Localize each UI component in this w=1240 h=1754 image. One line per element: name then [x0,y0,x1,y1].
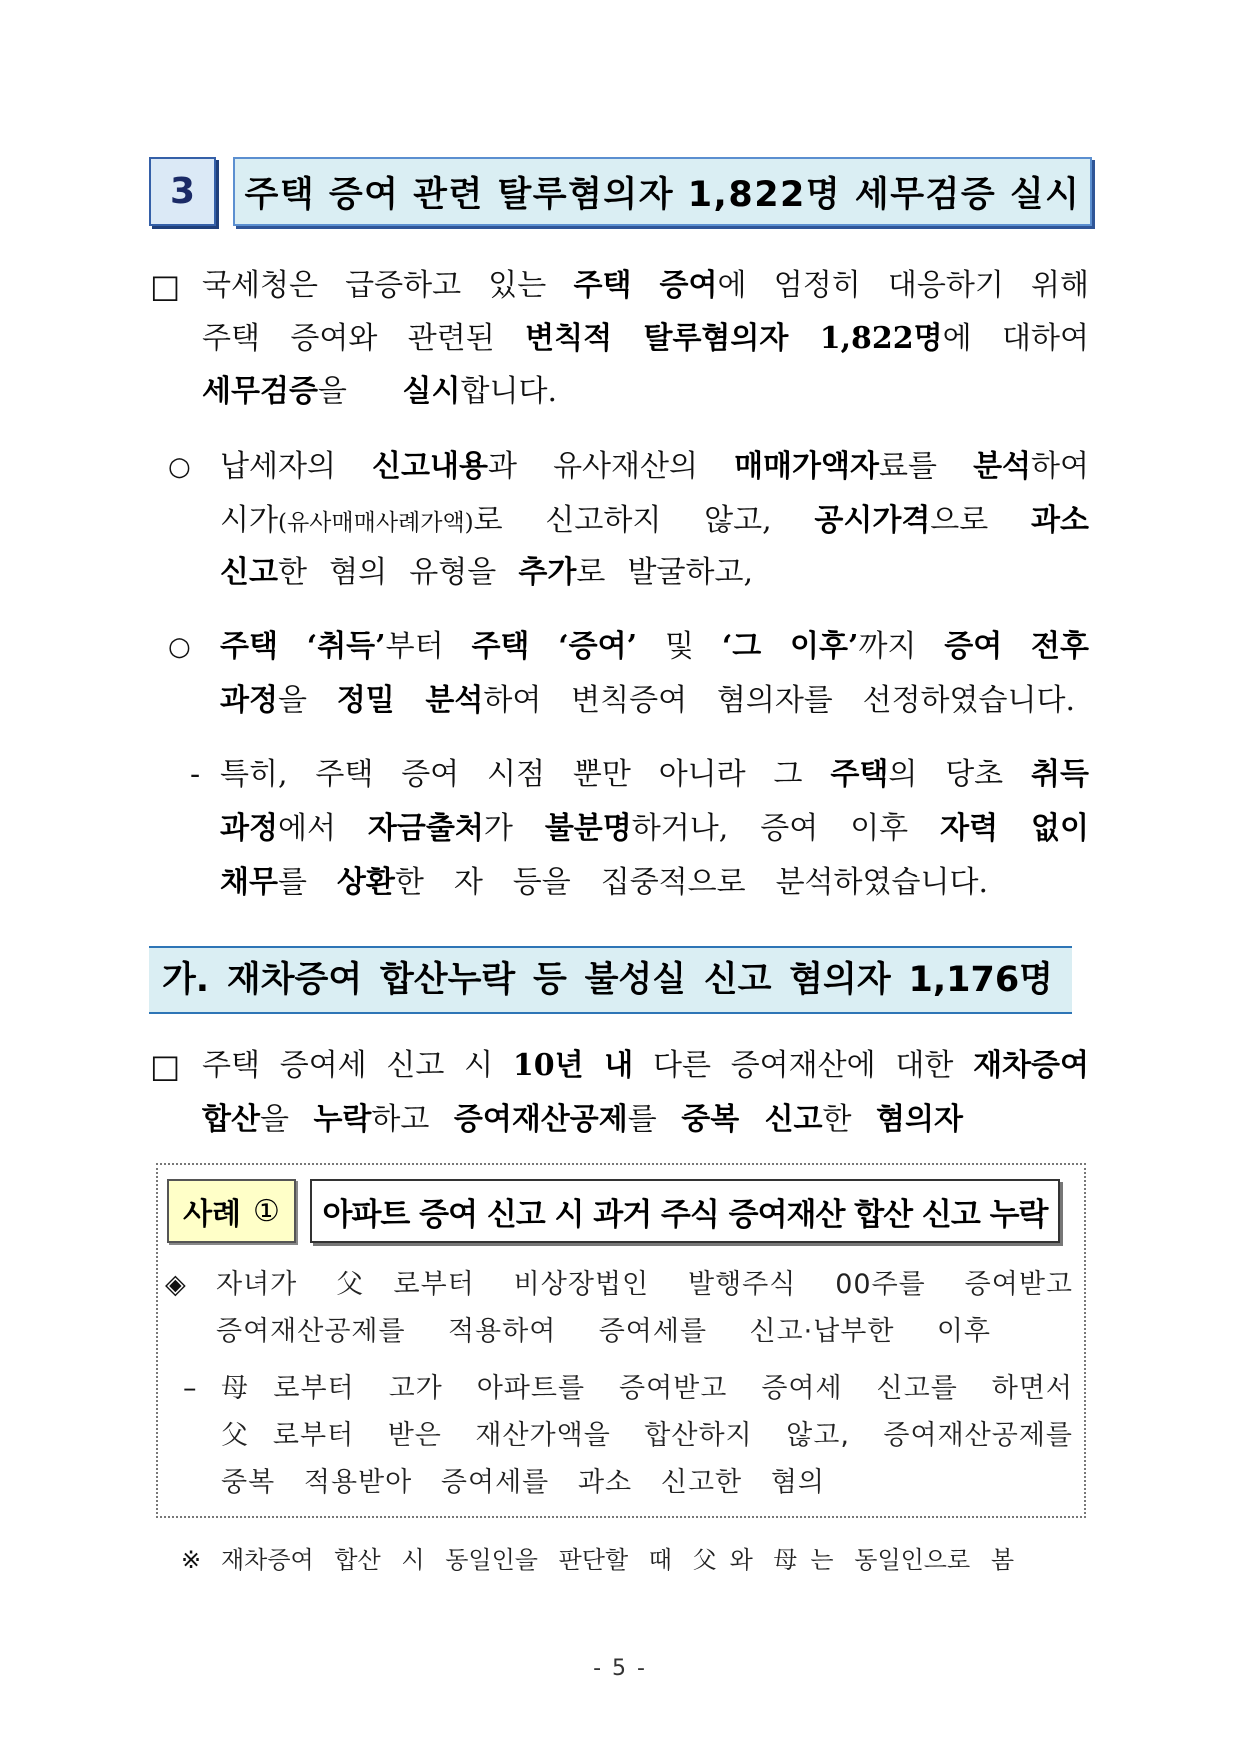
case-line: 父로부터 받은 재산가액을 합산하지 않고, 증여재산공제를 [221,1420,1073,1451]
plain-text: 로 발굴하고, [576,555,753,590]
detail-line [220,861,988,905]
plain-text: 를 [627,1102,682,1137]
square-bullet: □ [150,267,181,305]
square-bullet: □ [150,1047,181,1085]
diamond-bullet: ◈ [165,1269,186,1300]
circle-bullet: ○ [168,452,191,482]
point-line [220,445,1089,489]
bold-text: 자력 없이 [940,811,1089,846]
plain-text: 하고 [371,1102,454,1137]
plain-text: 을 [277,683,337,718]
section-number-badge: 3 [149,157,216,226]
bold-text: 주택 ‘취득’ [220,629,386,664]
section-title: 주택 증여 관련 탈루혐의자 1,822명 세무검증 실시 [233,157,1092,226]
bold-text: 채무 [220,865,278,900]
bold-text: 과정 [220,683,278,718]
detail-line [220,753,1089,797]
bold-text: 상환 [336,865,395,900]
bold-text: 중복 신고 [681,1102,823,1137]
case-label-badge [167,1179,296,1243]
bold-text: 공시가격 [814,503,931,538]
point-line [220,499,1089,543]
point-line [220,679,1075,723]
case-title: 아파트 증여 신고 시 과거 주식 증여재산 합산 신고 누락 [310,1179,1060,1243]
plain-text: 료를 [878,449,974,484]
detail-line [220,807,1089,851]
case-label: 사례 [183,1197,242,1232]
bold-text: 과정 [220,811,278,846]
bold-text: 누락 [313,1102,372,1137]
plain-text: 까지 [858,629,945,664]
plain-text: 한 자 등을 집중적으로 분석하였습니다. [394,865,988,900]
bold-text: 주택 ‘증여’ [471,629,638,664]
plain-text: 합니다. [460,374,557,409]
bold-text: 정밀 분석 [336,683,484,718]
plain-text: 을 [259,1102,314,1137]
case-number: ① [253,1193,280,1229]
plain-text: 에 대하여 [942,321,1090,356]
plain-text: 가 [483,811,545,846]
point-line [220,551,753,595]
bold-text: 자금출처 [367,811,484,846]
case-line: 자녀가 父로부터 비상장법인 발행주식 00주를 증여받고 [216,1269,1073,1300]
dash-bullet: – [183,1373,197,1404]
plain-text: 하여 변칙증여 혐의자를 선정하였습니다. [483,683,1075,718]
plain-text: 의 당초 [888,757,1032,792]
subsection-title: 가. 재차증여 합산누락 등 불성실 신고 혐의자 1,176명 [162,960,1053,1000]
bold-text: 매매가액자 [734,449,879,484]
bold-text: 혐의자 [876,1102,963,1137]
bold-text: 변칙적 탈루혐의자 1,822명 [525,321,943,356]
intro-line [202,317,1089,361]
bold-text: 실시 [402,374,461,409]
bold-text: 과소 [1031,503,1089,538]
plain-text: 으로 [930,503,1032,538]
subsection-header [149,946,1072,1014]
intro-line [202,264,1089,308]
circle-bullet: ○ [168,632,191,662]
plain-text: 주택 증여와 관련된 [202,321,526,356]
bold-text: 분석 [973,449,1032,484]
plain-text: 하여 [1031,449,1089,484]
plain-text: 과 유사재산의 [487,449,735,484]
plain-text: 국세청은 급증하고 있는 [202,268,574,303]
plain-text: 한 혐의 유형을 [277,555,519,590]
bold-text: 주택 [830,757,889,792]
plain-text: 한 [822,1102,877,1137]
bold-text: 증여재산공제 [453,1102,628,1137]
page-number: - 5 - [593,1656,647,1681]
intro-line [202,370,557,414]
reference-mark: ※ [181,1546,202,1574]
bold-text: 취득 [1031,757,1089,792]
bold-text: 주택 증여 [573,268,718,303]
plain-text: 을 [317,374,403,409]
bold-text: 신고내용 [372,449,488,484]
plain-text: 로 신고하지 않고, [473,503,815,538]
bold-text: 신고 [220,555,278,590]
bold-text: 합산 [202,1102,260,1137]
bold-text: 세무검증 [202,374,318,409]
plain-text: 시가 [220,503,278,538]
case-line: 母로부터 고가 아파트를 증여받고 증여세 신고를 하면서 [221,1373,1073,1404]
dash-bullet: - [190,757,201,792]
footnote-text: 재차증여 합산 시 동일인을 판단할 때 父와 母는 동일인으로 봄 [221,1546,1014,1574]
bold-text: 불분명 [544,811,632,846]
point-line [220,625,1089,669]
case-line: 중복 적용받아 증여세를 과소 신고한 혐의 [221,1467,825,1498]
bold-text: ‘그 이후’ [721,629,859,664]
case-line: 증여재산공제를 적용하여 증여세를 신고·납부한 이후 [216,1316,991,1347]
bold-text: 재차증여 [973,1048,1089,1083]
parenthetical-text: (유사매매사례가액) [277,510,474,536]
bold-text: 10년 내 [512,1048,634,1083]
plain-text: 를 [277,865,337,900]
bold-text: 증여 전후 [944,629,1089,664]
bold-text: 추가 [518,555,577,590]
plain-text: 에서 [277,811,368,846]
plain-text: 주택 증여세 신고 시 [202,1048,513,1083]
subsection-line [202,1098,963,1142]
subsection-line [202,1044,1089,1088]
plain-text: 에 엄정히 대응하기 위해 [717,268,1089,303]
plain-text: 특히, 주택 증여 시점 뿐만 아니라 그 [220,757,831,792]
plain-text: 하거나, 증여 이후 [631,811,941,846]
plain-text: 부터 [385,629,472,664]
plain-text: 다른 증여재산에 대한 [633,1048,974,1083]
plain-text: 납세자의 [220,449,373,484]
plain-text: 및 [637,629,722,664]
